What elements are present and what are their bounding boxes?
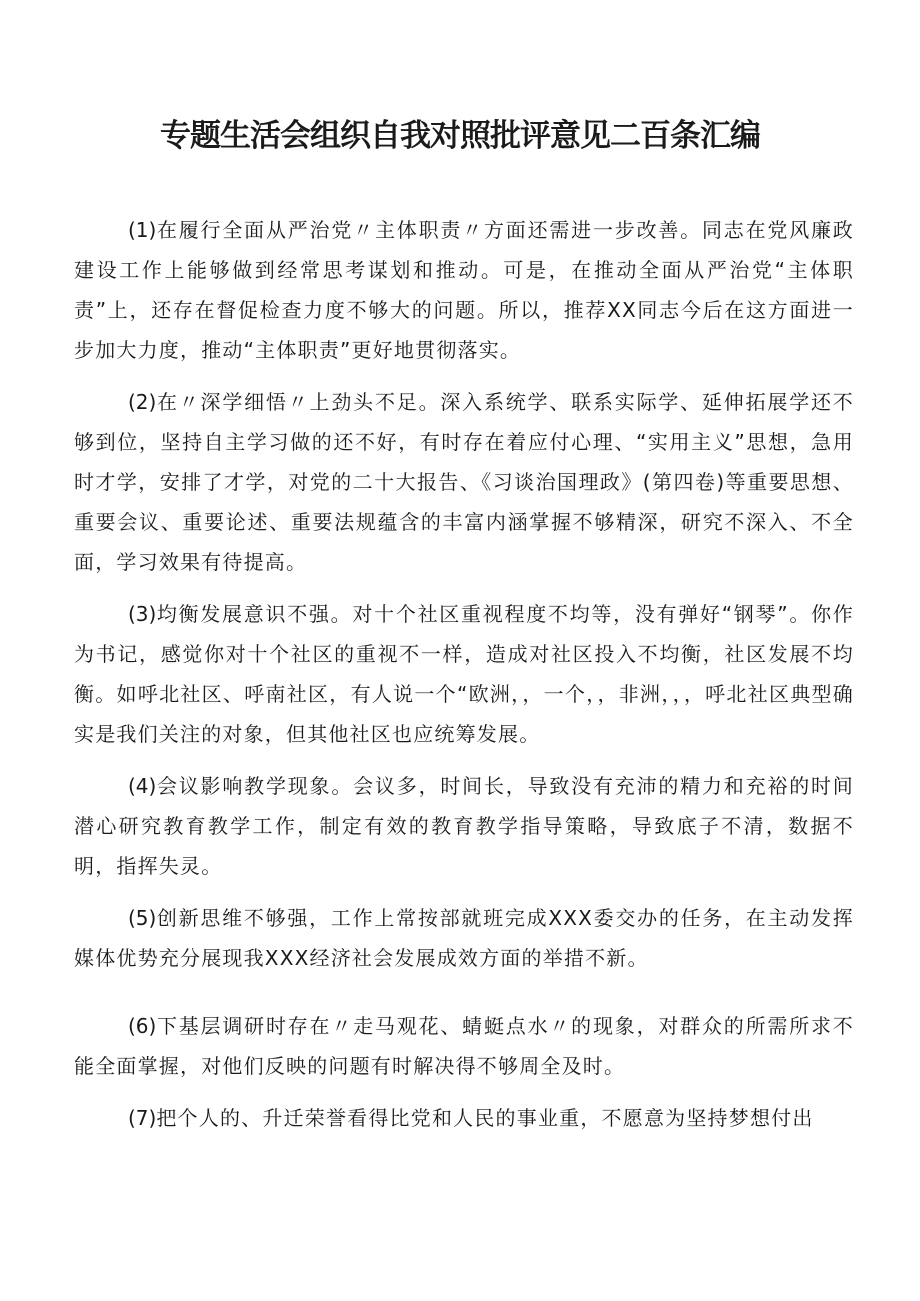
paragraph-4 xyxy=(74,766,854,886)
paragraph-2 xyxy=(74,382,854,582)
paragraph-5 xyxy=(74,898,854,978)
paragraph-1 xyxy=(74,210,854,370)
paragraph-number: (3) xyxy=(128,602,157,626)
paragraph-text: 把个人的、升迁荣誉看得比党和人民的事业重，不愿意为坚持梦想付出 xyxy=(156,1106,814,1130)
paragraph-number: (6) xyxy=(128,1014,157,1038)
paragraph-text: 在〃深学细悟〃上劲头不足。深入系统学、联系实际学、延伸拓展学还不够到位，坚持自主学习做的还不好，有时存在着应付心理、“实用主义”思想，急用时才学，安排了才学，对党的二十大报告、《习谈治国理政》(第四卷)等重要思想、重要会议、重要论述、重要法规蕴含的丰富内涵掌握不够精深，研究不深入、不全面，学习效果有待提高。 xyxy=(74,390,854,574)
paragraph-number: (2) xyxy=(128,390,157,414)
document-body xyxy=(74,210,854,1150)
paragraph-7 xyxy=(74,1098,854,1138)
paragraph-text: 在履行全面从严治党〃主体职责〃方面还需进一步改善。同志在党风廉政建设工作上能够做到经常思考谋划和推动。可是，在推动全面从严治党“主体职责”上，还存在督促检查力度不够大的问题。所以，推荐XX同志今后在这方面进一步加大力度，推动“主体职责”更好地贯彻落实。 xyxy=(74,218,854,362)
paragraph-6 xyxy=(74,1006,854,1086)
paragraph-text: 下基层调研时存在〃走马观花、蜻蜓点水〃的现象，对群众的所需所求不能全面掌握，对他们反映的问题有时解决得不够周全及时。 xyxy=(74,1014,854,1078)
paragraph-3 xyxy=(74,594,854,754)
paragraph-number: (5) xyxy=(128,906,157,930)
paragraph-text: 创新思维不够强，工作上常按部就班完成XXX委交办的任务，在主动发挥媒体优势充分展现我XXX经济社会发展成效方面的举措不新。 xyxy=(74,906,854,970)
paragraph-number: (1) xyxy=(128,218,157,242)
paragraph-number: (7) xyxy=(128,1106,157,1130)
paragraph-text: 会议影响教学现象。会议多，时间长，导致没有充沛的精力和充裕的时间潜心研究教育教学工作，制定有效的教育教学指导策略，导致底子不清，数据不明，指挥失灵。 xyxy=(74,774,854,878)
document-title: 专题生活会组织自我对照批评意见二百条汇编 xyxy=(160,118,760,154)
paragraph-number: (4) xyxy=(128,774,157,798)
paragraph-text: 均衡发展意识不强。对十个社区重视程度不均等，没有弹好“钢琴”。你作为书记，感觉你对十个社区的重视不一样，造成对社区投入不均衡，社区发展不均衡。如呼北社区、呼南社区，有人说一个“欧洲，，一个，，非洲，，，呼北社区典型确实是我们关注的对象，但其他社区也应统筹发展。 xyxy=(74,602,854,746)
